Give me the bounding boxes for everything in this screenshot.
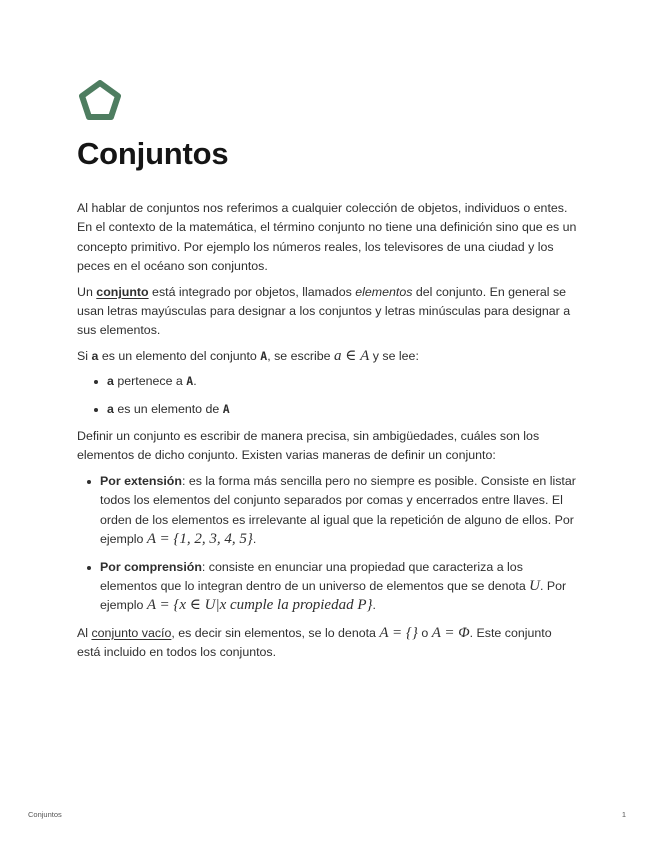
extension-formula: A = {1, 2, 3, 4, 5} (146, 531, 253, 548)
term-conjunto: conjunto (96, 284, 149, 299)
membership-paragraph: Si a es un elemento del conjunto A, se escribe a ∈ A y se lee: (77, 347, 419, 364)
term-conjunto-vacio: conjunto vacío (91, 625, 172, 640)
list-item: a pertenece a A. (107, 372, 577, 391)
term-elementos: elementos (355, 284, 413, 299)
page-title: Conjuntos (77, 136, 229, 171)
footer-title: Conjuntos (28, 810, 62, 819)
set-a: A (260, 348, 268, 363)
membership-formula: a ∈ A (334, 347, 370, 364)
list-item: Por extensión: es la forma más sencilla pero no siempre es posible. Consiste en listar todos los elementos del conjunto separados por comas y encerrados entre llaves. El orden de los elementos es irrelevante al igual que la repetición de alguno de ellos. Por ejemplo A = {1, 2, 3, 4, 5}. (100, 472, 577, 550)
phi-formula: A = Φ (431, 624, 470, 641)
reading-list (77, 372, 577, 419)
list-item: a es un elemento de A (107, 400, 577, 419)
universe-symbol: U (529, 577, 540, 594)
document-body (77, 199, 577, 669)
page-number: 1 (621, 810, 626, 819)
comprehension-formula: A = {x ∈ U|x cumple la propiedad P} (146, 597, 373, 614)
empty-set-paragraph: Al conjunto vacío, es decir sin elementos, se lo denota A = {} o A = Φ. Este conjunto está incluido en todos los conjuntos. (77, 624, 552, 660)
list-item: Por comprensión: consiste en enunciar una propiedad que caracteriza a los elementos que lo integran dentro de un universo de elementos que se denota U. Por ejemplo A = {x ∈ U|x cumple la propiedad P}. (100, 558, 577, 616)
definition-methods-paragraph: Definir un conjunto es escribir de manera precisa, sin ambigüedades, cuáles son los elementos de dicho conjunto. Existen varias maneras de definir un conjunto: (77, 429, 540, 463)
methods-list (77, 472, 577, 616)
method-extension: Por extensión (100, 473, 182, 488)
intro-paragraph: Al hablar de conjuntos nos referimos a cualquier colección de objetos, individuos o entes. En el contexto de la matemática, el término conjunto no tiene una definición sino que es un concepto primitivo. Por ejemplo los números reales, los televisores de una ciudad y los peces en el océano son conjuntos. (77, 201, 577, 274)
definition-paragraph: Un conjunto está integrado por objetos, llamados elementos del conjunto. En general se usan letras mayúsculas para designar a los conjuntos y letras minúsculas para designar a sus elementos. (77, 284, 571, 338)
element-a: a (91, 348, 99, 363)
pentagon-icon (79, 80, 121, 120)
method-comprehension: Por comprensión (100, 559, 202, 574)
empty-set-formula: A = {} (379, 624, 418, 641)
